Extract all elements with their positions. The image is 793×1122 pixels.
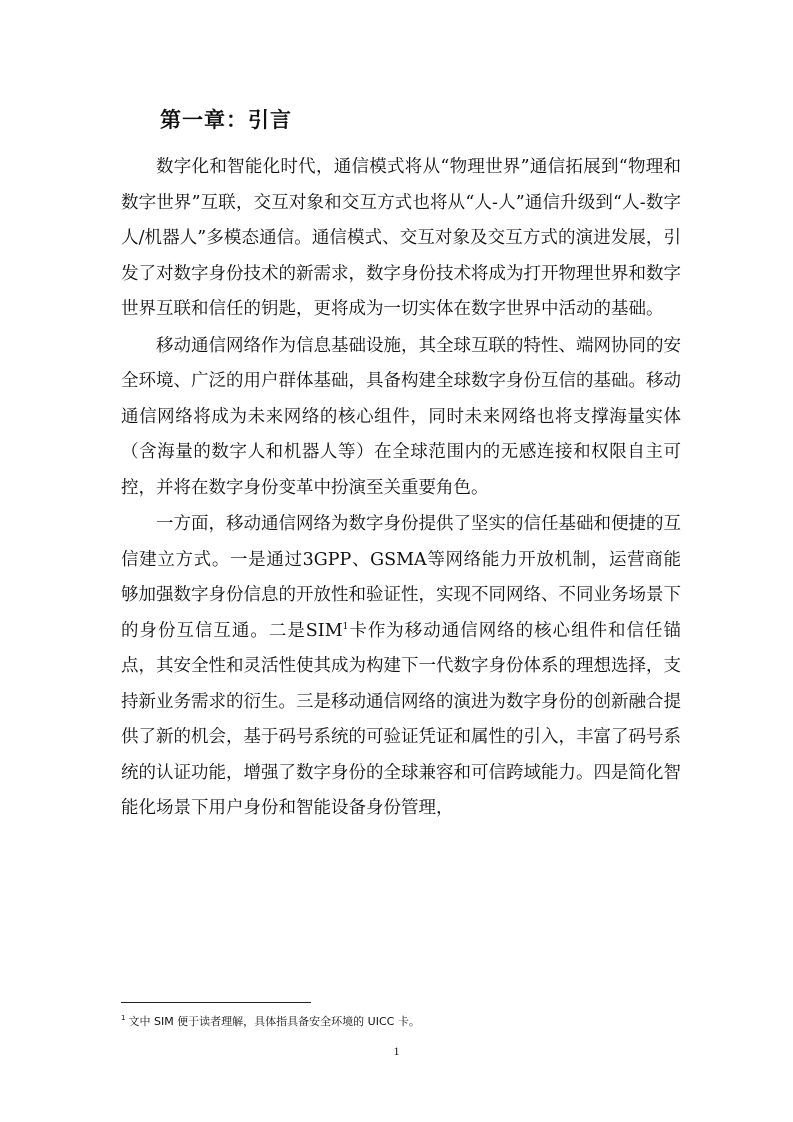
paragraph-1: 数字化和智能化时代，通信模式将从“物理世界”通信拓展到“物理和数字世界”互联，交互对象和交互方式也将从“人-人”通信升级到“人-数字人/机器人”多模态通信。通信模式、交互对象及交互方式的演进发展，引发了对数字身份技术的新需求，数字身份技术将成为打开物理世界和数字世界互联和信任的钥匙，更将成为一切实体在数字世界中活动的基础。	[121, 157, 681, 319]
footnote-reference[interactable]: 1	[342, 621, 349, 632]
paragraph-3-part-2: 卡作为移动通信网络的核心组件和信任锚点，其安全性和灵活性使其成为构建下一代数字身份体系的理想选择，支持新业务需求的衍生。三是移动通信网络的演进为数字身份的创新融合提供了新的机会，基于码号系统的可验证凭证和属性的引入，丰富了码号系统的认证功能，增强了数字身份的全球兼容和可信跨域能力。四是简化智能化场景下用户身份和智能设备身份管理，	[121, 620, 681, 818]
paragraph-3	[121, 507, 681, 827]
paragraph-2: 移动通信网络作为信息基础设施，其全球互联的特性、端网协同的安全环境、广泛的用户群体基础，具备构建全球数字身份互信的基础。移动通信网络将成为未来网络的核心组件，同时未来网络也将支撑海量实体（含海量的数字人和机器人等）在全球范围内的无感连接和权限自主可控，并将在数字身份变革中扮演至关重要角色。	[121, 335, 681, 498]
paragraph-3-part-1: 一方面，移动通信网络为数字身份提供了坚实的信任基础和便捷的互信建立方式。一是通过3GPP、GSMA等网络能力开放机制，运营商能够加强数字身份信息的开放性和验证性，实现不同网络、不同业务场景下的身份互信互通。二是SIM	[121, 514, 681, 641]
body-text	[121, 150, 681, 827]
footnote-text: 文中 SIM 便于读者理解，具体指具备安全环境的 UICC 卡。	[128, 1015, 420, 1028]
footnote	[121, 1013, 420, 1029]
chapter-heading: 第一章：引言	[160, 108, 292, 132]
footnote-divider	[121, 1002, 311, 1003]
page-number: 1	[393, 1044, 400, 1058]
footnote-mark: 1	[121, 1014, 126, 1023]
